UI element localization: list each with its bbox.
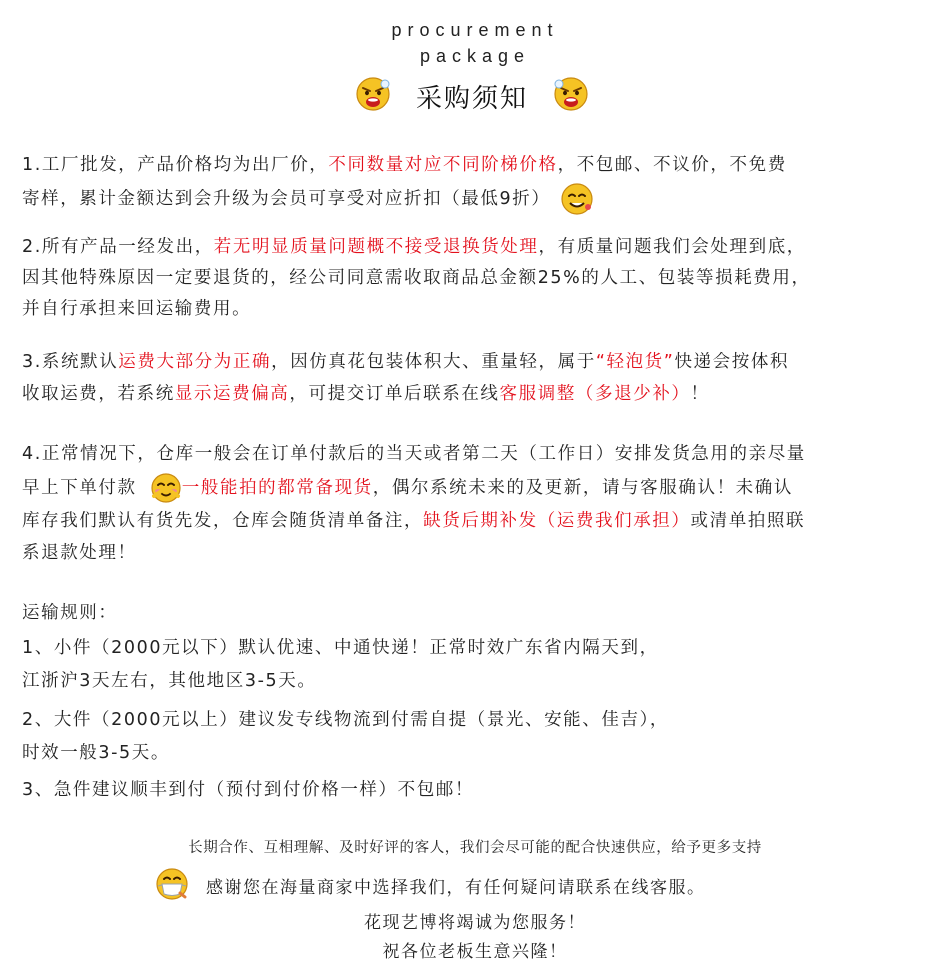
item-4-line-4 xyxy=(22,539,137,564)
header-en-line2: package xyxy=(419,46,531,66)
item-4-text: ，偶尔系统未来的及更新，请与客服确认！未确认 xyxy=(372,478,793,498)
item-4-text: 系退款处理！ xyxy=(22,543,137,563)
shipping-rule-1b: 江浙沪3天左右，其他地区3-5天。 xyxy=(22,671,317,691)
page-title: 采购须知 xyxy=(416,84,529,114)
item-2-text: ，有质量问题我们会处理到底， xyxy=(538,237,806,257)
item-3-text: ，因仿真花包装体积大、重量轻，属于 xyxy=(271,352,596,372)
item-4-line-1 xyxy=(22,440,806,465)
item-3-text: ！ xyxy=(690,384,710,404)
footer-line-3: 花现艺博将竭诚为您服务！ xyxy=(364,913,586,933)
item-4-text: 库存我们默认有货先发，仓库会随货清单备注， xyxy=(22,511,424,531)
item-3-line-1 xyxy=(22,348,789,373)
item-1-text: 1.工厂批发，产品价格均为出厂价， xyxy=(22,155,329,175)
item-3-highlight: 客服调整（多退少补） xyxy=(499,384,691,404)
item-1-highlight: 不同数量对应不同阶梯价格 xyxy=(328,155,558,175)
item-4-line-2 xyxy=(22,472,793,504)
item-4-highlight: 缺货后期补发（运费我们承担） xyxy=(423,511,691,531)
item-2-highlight: 若无明显质量问题概不接受退换货处理 xyxy=(213,237,539,257)
item-1-line-2 xyxy=(22,182,594,216)
angry-emoji-icon xyxy=(552,76,590,112)
masked-emoji-icon xyxy=(154,866,190,902)
item-2-text: 2.所有产品一经发出， xyxy=(22,237,214,257)
item-4-line-3 xyxy=(22,507,805,532)
title-row xyxy=(354,74,594,116)
item-3-text: 快递会按体积 xyxy=(674,352,790,372)
item-3-text: 3.系统默认 xyxy=(22,352,119,372)
item-2-line-1 xyxy=(22,233,806,258)
footer-line-2: 感谢您在海量商家中选择我们，有任何疑问请联系在线客服。 xyxy=(206,878,706,898)
proud-emoji-icon xyxy=(560,182,594,216)
item-3-line-2 xyxy=(22,380,710,405)
footer-line-2-row xyxy=(154,866,814,902)
angry-emoji-icon xyxy=(354,76,392,112)
shipping-heading: 运输规则： xyxy=(22,603,118,623)
header-en-line1: procurement xyxy=(391,20,559,40)
item-2-text: 并自行承担来回运输费用。 xyxy=(22,299,252,319)
item-1-line-1 xyxy=(22,151,787,176)
item-4-text: 早上下单付款 xyxy=(22,478,137,498)
item-3-highlight: “轻泡货” xyxy=(595,352,675,372)
shipping-rule-2a: 2、大件（2000元以上）建议发专线物流到付需自提（景光、安能、佳吉）， xyxy=(22,710,670,730)
item-2-line-2 xyxy=(22,264,811,289)
item-3-highlight: 显示运费偏高 xyxy=(174,384,290,404)
item-4-text: 或清单拍照联 xyxy=(690,511,806,531)
item-2-text: 因其他特殊原因一定要退货的，经公司同意需收取商品总金额25%的人工、包装等损耗费用， xyxy=(22,268,811,288)
shipping-rule-3: 3、急件建议顺丰到付（预付到付价格一样）不包邮！ xyxy=(22,780,475,800)
footer-line-4: 祝各位老板生意兴隆！ xyxy=(382,942,568,962)
item-3-text: ，可提交订单后联系在线 xyxy=(289,384,500,404)
shipping-rule-1a: 1、小件（2000元以下）默认优速、中通快递！正常时效广东省内隔天到， xyxy=(22,638,659,658)
item-1-text: 寄样，累计金额达到会升级为会员可享受对应折扣（最低9折） xyxy=(22,189,551,209)
shipping-rule-2b: 时效一般3-5天。 xyxy=(22,743,170,763)
item-4-text: 4.正常情况下，仓库一般会在订单付款后的当天或者第二天（工作日）安排发货急用的亲尽量 xyxy=(22,444,806,464)
item-2-line-3 xyxy=(22,295,251,320)
item-4-highlight: 一般能拍的都常备现货 xyxy=(181,478,373,498)
item-1-text: ，不包邮、不议价，不免费 xyxy=(557,155,787,175)
footer-line-1: 长期合作、互相理解、及时好评的客人，我们会尽可能的配合快速供应，给予更多支持 xyxy=(188,840,762,856)
item-3-highlight: 运费大部分为正确 xyxy=(118,352,272,372)
item-3-text: 收取运费，若系统 xyxy=(22,384,175,404)
blushing-emoji-icon xyxy=(150,472,182,504)
